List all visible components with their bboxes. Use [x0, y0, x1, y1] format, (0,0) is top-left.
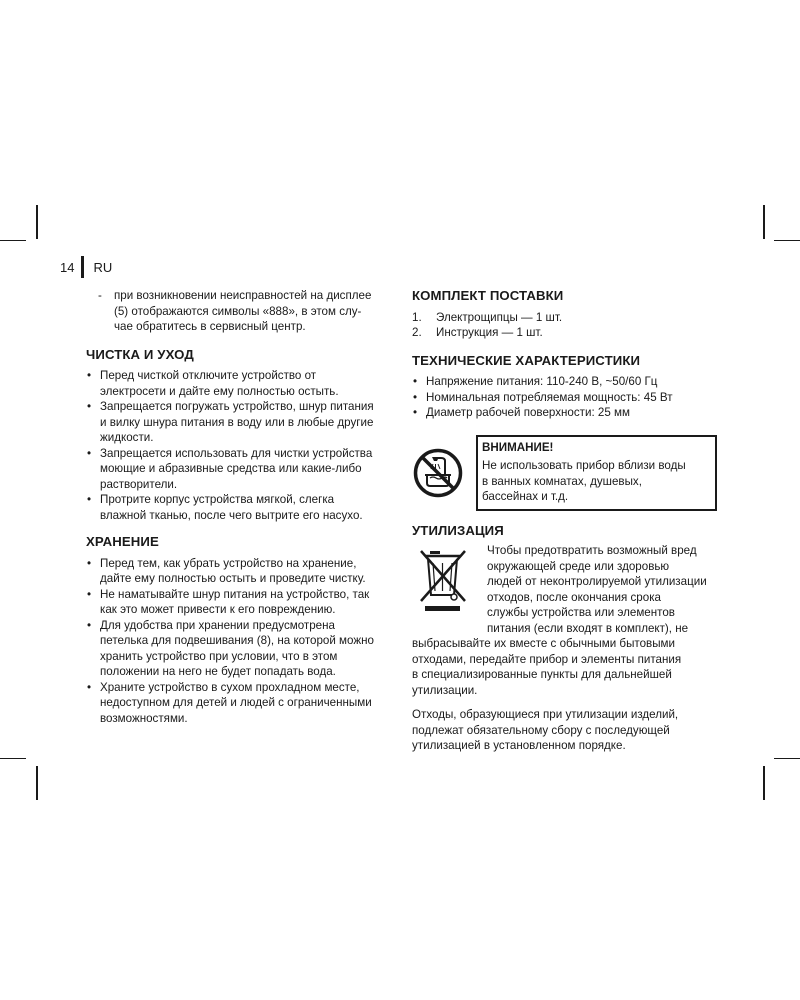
- text-line: (5) отображаются символы «888», в этом слу-: [114, 304, 362, 318]
- spec-item: • Диаметр рабочей поверхности: 25 мм: [412, 405, 718, 421]
- crop-mark: [763, 766, 765, 800]
- text-line: выбрасывайте их вместе с обычными бытовыми: [412, 637, 675, 650]
- text-line: при возникновении неисправностей на дисплее: [114, 289, 372, 302]
- cleaning-list: [86, 368, 386, 523]
- text-line: утилизацией в установленном порядке.: [412, 739, 626, 752]
- warning-title: ВНИМАНИЕ!: [482, 440, 554, 454]
- page-number: 14: [60, 259, 75, 275]
- list-item: 1. Электрощипцы — 1 шт.: [412, 310, 563, 324]
- crop-mark: [0, 240, 26, 241]
- spec-item: • Номинальная потребляемая мощность: 45 Вт: [412, 390, 718, 406]
- crop-mark: [0, 758, 26, 759]
- package-heading: КОМПЛЕКТ ПОСТАВКИ: [412, 288, 564, 303]
- text-line: чае обратитесь в сервисный центр.: [114, 320, 306, 333]
- specs-heading: ТЕХНИЧЕСКИЕ ХАРАКТЕРИСТИКИ: [412, 352, 641, 368]
- text-line: Чтобы предотвратить возможный вред: [487, 544, 697, 557]
- list-item: • Запрещается погружать устройство, шнур питания и вилку шнура питания в воду или в любые другие жидкости.: [86, 399, 386, 446]
- crop-mark: [36, 766, 38, 800]
- list-item: • Запрещается использовать для чистки устройства моющие и абразивные средства или какие-либо растворители.: [86, 446, 386, 493]
- text-line: подлежат обязательному сбору с последующей: [412, 723, 670, 737]
- list-item: 2. Инструкция — 1 шт.: [412, 326, 543, 339]
- warning-box: [476, 435, 717, 511]
- text-line: питания (если входят в комплект), не: [487, 621, 689, 635]
- disposal-wrap-text: [487, 543, 707, 636]
- warning-block: [412, 435, 718, 511]
- text-line: в ванных комнатах, душевых,: [482, 474, 642, 488]
- text-line: бассейнах и т.д.: [482, 490, 569, 503]
- left-column: [86, 288, 386, 726]
- display-error-item: [86, 288, 386, 335]
- text-line: отходов, после окончания срока: [487, 590, 661, 604]
- crop-mark: [774, 240, 800, 241]
- list-item: • Для удобства при хранении предусмотрена петелька для подвешивания (8), на которой можно хранить устройство при условии, что в этом положении на него не будет попадать вода.: [86, 618, 386, 680]
- dash-marker: -: [98, 289, 102, 302]
- list-item: • Храните устройство в сухом прохладном месте, недоступном для детей и людей с ограниченными возможностями.: [86, 680, 386, 727]
- list-item: • Протрите корпус устройства мягкой, слегка влажной тканью, после чего вытрите его насухо.: [86, 492, 386, 523]
- page-header: [60, 257, 112, 277]
- crop-mark: [36, 205, 38, 239]
- list-item: • Перед тем, как убрать устройство на хранение, дайте ему полностью остыть и проведите чистку.: [86, 556, 386, 587]
- disposal-paragraph-2: [412, 707, 718, 754]
- no-bath-water-icon: [412, 447, 464, 499]
- cleaning-heading: ЧИСТКА И УХОД: [86, 346, 194, 362]
- disposal-paragraph-1: [412, 636, 718, 698]
- disposal-heading: УТИЛИЗАЦИЯ: [412, 522, 504, 538]
- crop-mark: [763, 205, 765, 239]
- text-line: утилизации.: [412, 683, 478, 697]
- crop-mark: [774, 758, 800, 759]
- header-divider: [81, 256, 84, 278]
- storage-heading: ХРАНЕНИЕ: [86, 534, 159, 549]
- text-line: Не использовать прибор вблизи воды: [482, 459, 686, 472]
- crossed-out-wheelie-bin-icon: [416, 545, 471, 615]
- language-code: RU: [93, 259, 113, 275]
- text-line: Отходы, образующиеся при утилизации изделий,: [412, 708, 679, 721]
- text-line: окружающей среде или здоровью: [487, 559, 670, 573]
- list-item: • Не наматывайте шнур питания на устройство, так как это может привести к его повреждению.: [86, 587, 386, 618]
- specs-list: [412, 374, 718, 421]
- storage-list: [86, 556, 386, 727]
- right-column: [412, 288, 718, 754]
- text-line: отходами, передайте прибор и элементы питания: [412, 652, 682, 666]
- disposal-block: [412, 543, 718, 636]
- package-list: [412, 310, 718, 341]
- text-line: в специализированные пункты для дальнейшей: [412, 668, 672, 681]
- list-item: • Перед чисткой отключите устройство от электросети и дайте ему полностью остыть.: [86, 368, 386, 399]
- text-line: людей от неконтролируемой утилизации: [487, 575, 707, 588]
- text-line: службы устройства или элементов: [487, 606, 675, 619]
- spec-item: • Напряжение питания: 110-240 В, ~50/60 Гц: [412, 374, 718, 390]
